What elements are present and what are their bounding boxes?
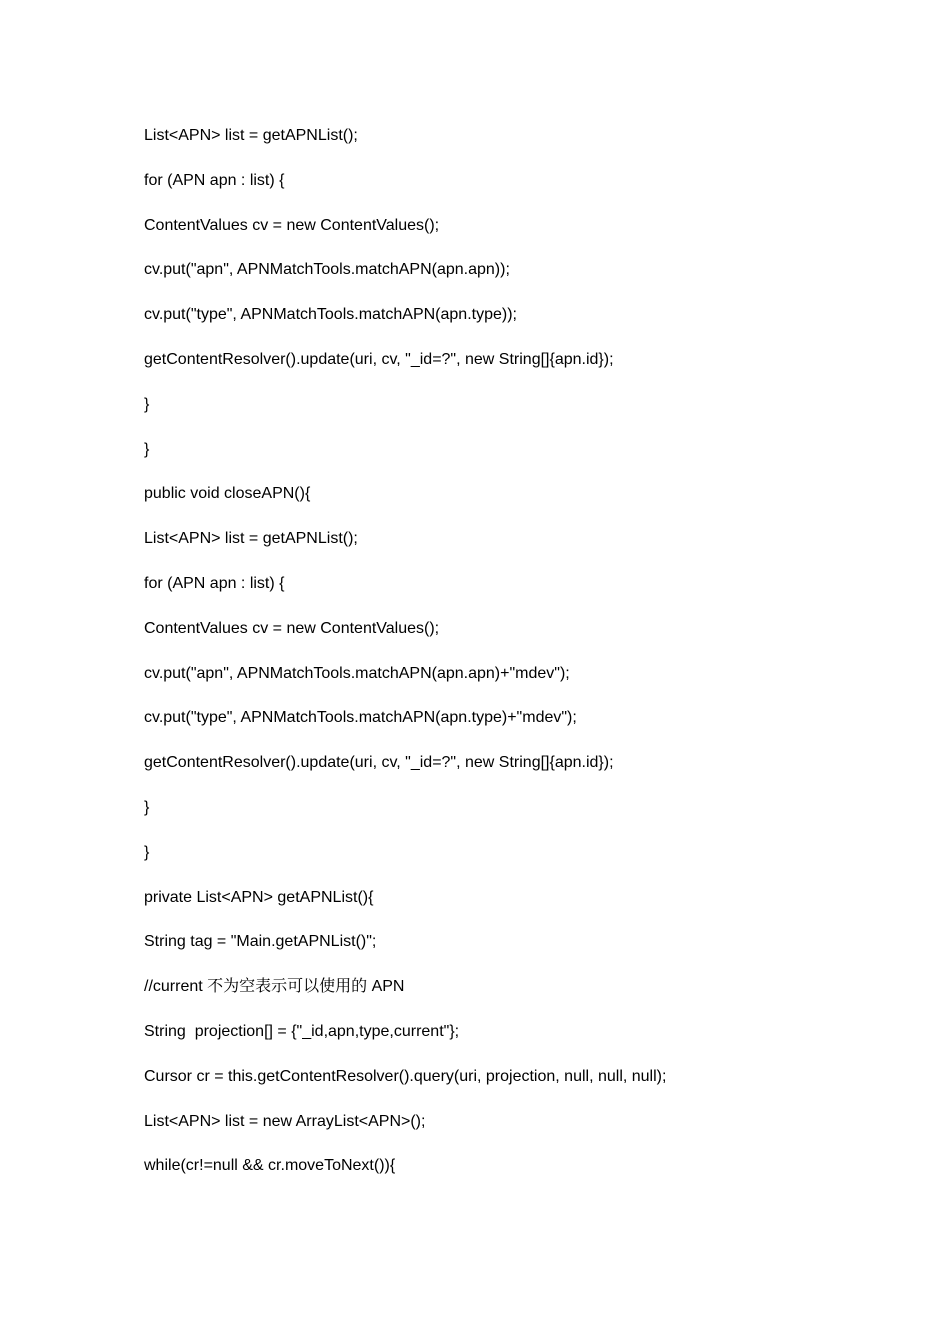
code-line: for (APN apn : list) {	[144, 574, 285, 592]
code-line: getContentResolver().update(uri, cv, "_id=?", new String[]{apn.id});	[144, 754, 614, 772]
code-line: List<APN> list = getAPNList();	[144, 530, 358, 548]
code-line: String tag = "Main.getAPNList()";	[144, 933, 377, 951]
code-line: while(cr!=null && cr.moveToNext()){	[144, 1157, 396, 1175]
code-line: cv.put("type", APNMatchTools.matchAPN(apn.type));	[144, 306, 517, 324]
code-comment-line: //current 不为空表示可以使用的 APN	[144, 978, 405, 996]
code-line: for (APN apn : list) {	[144, 171, 285, 189]
code-line: String projection[] = {"_id,apn,type,current"};	[144, 1022, 460, 1040]
code-line: getContentResolver().update(uri, cv, "_id=?", new String[]{apn.id});	[144, 350, 614, 368]
code-line: cv.put("apn", APNMatchTools.matchAPN(apn.apn)+"mdev");	[144, 664, 570, 682]
code-line: cv.put("apn", APNMatchTools.matchAPN(apn.apn));	[144, 261, 510, 279]
code-line: Cursor cr = this.getContentResolver().query(uri, projection, null, null, null);	[144, 1067, 667, 1085]
code-line: }	[144, 798, 150, 816]
code-line: }	[144, 440, 150, 458]
code-line: ContentValues cv = new ContentValues();	[144, 619, 440, 637]
code-line: cv.put("type", APNMatchTools.matchAPN(apn.type)+"mdev");	[144, 709, 577, 727]
code-line: List<APN> list = new ArrayList<APN>();	[144, 1112, 426, 1130]
code-line: }	[144, 843, 150, 861]
code-listing	[144, 124, 666, 1199]
code-line: }	[144, 395, 150, 413]
code-line: private List<APN> getAPNList(){	[144, 888, 374, 906]
code-line: List<APN> list = getAPNList();	[144, 127, 358, 144]
code-line: public void closeAPN(){	[144, 485, 311, 503]
code-line: ContentValues cv = new ContentValues();	[144, 216, 440, 234]
